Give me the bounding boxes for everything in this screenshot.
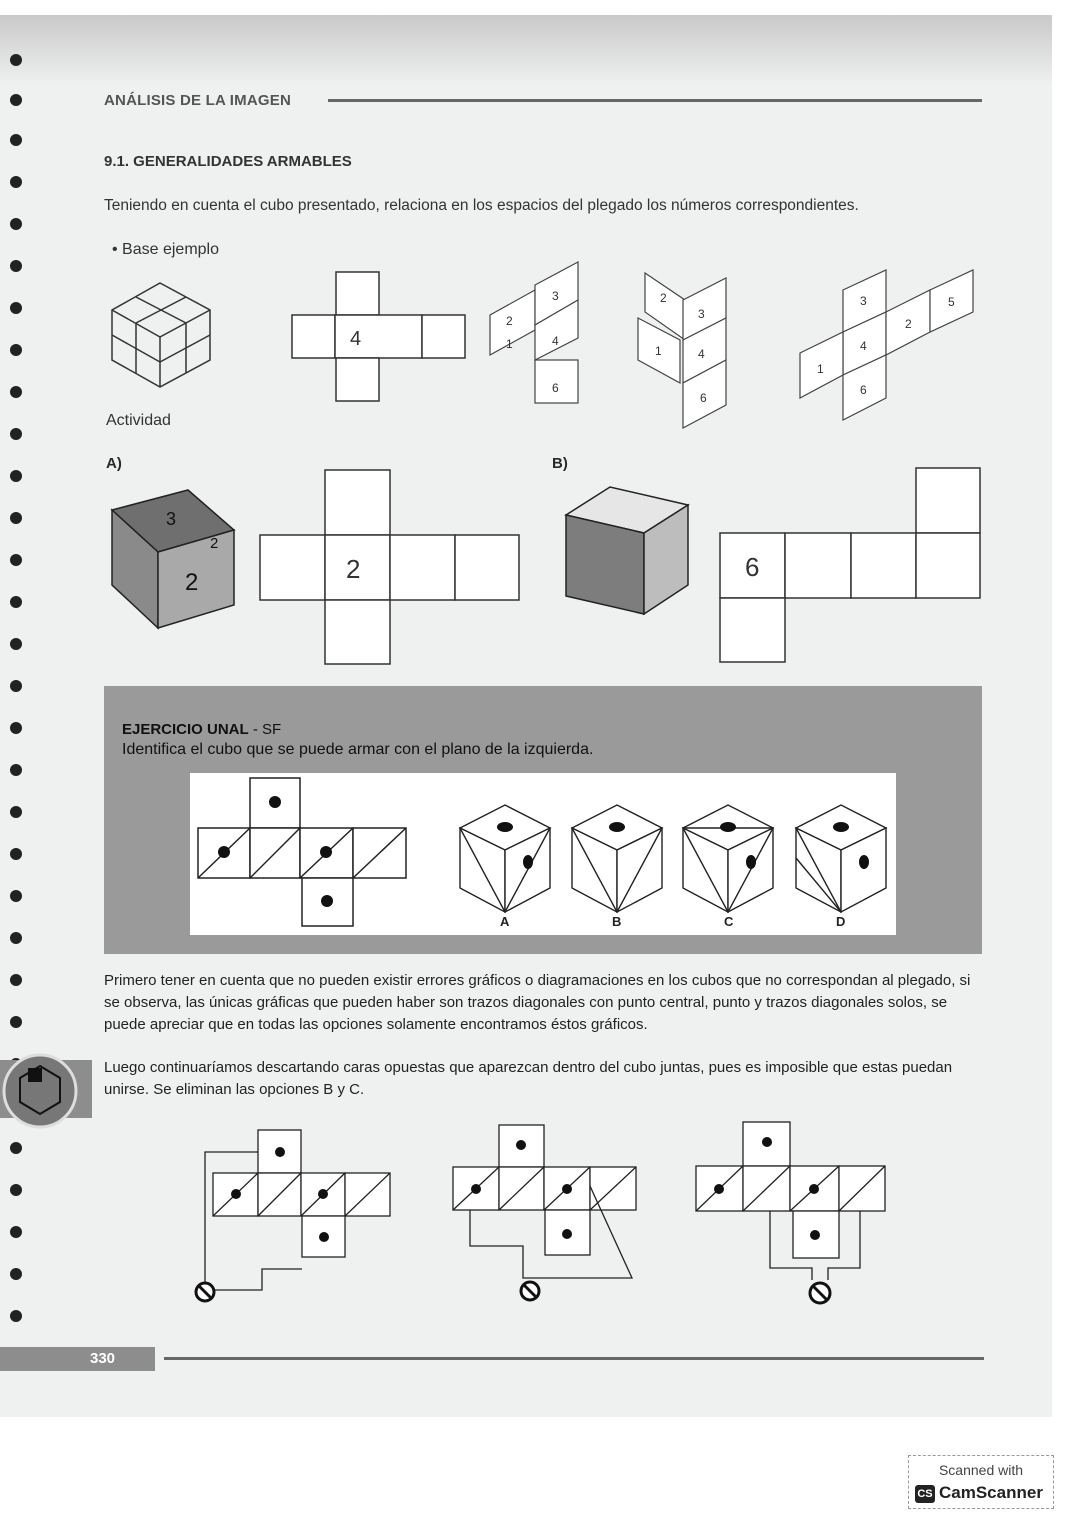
explanation-paragraph-2: Luego continuaríamos descartando caras opuestas que aparezcan dentro del cubo juntas, pues es imposible que estas puedan unirse. Se eliminan las opciones B y C. [104, 1059, 953, 1098]
activity-b-label: B) [552, 455, 568, 472]
watermark-brand: CamScanner [939, 1483, 1043, 1502]
explanation-paragraph-1: Primero tener en cuenta que no pueden existir errores gráficos o diagramaciones en los cubos que no correspondan al plegado, si se observa, las únicas gráficas que pueden haber son trazos diagonales con punto central, punto y trazos diagonales solos, se puede apreciar que en todas las opciones solamente encontramos éstos gráficos. [104, 972, 971, 1033]
activity-b-net-number: 6 [745, 552, 760, 582]
option-label-a: A [500, 914, 510, 929]
option-label-b: B [612, 914, 622, 929]
page-number-bar [0, 1347, 155, 1371]
step2-label-1: 1 [655, 344, 662, 358]
activity-a-label: A) [106, 455, 122, 472]
page-header-title: ANÁLISIS DE LA IMAGEN [104, 92, 291, 109]
watermark-line-1: Scanned with [938, 1462, 1024, 1478]
step3-label-5: 5 [948, 295, 955, 309]
step3-label-3: 3 [860, 294, 867, 308]
camscanner-logo-icon: CS [915, 1485, 935, 1503]
no-symbol-icon [521, 1282, 539, 1300]
step3-label-6: 6 [860, 383, 867, 397]
exercise-subtitle: Identifica el cubo que se puede armar con el plano de la izquierda. [122, 741, 594, 758]
base-net-number: 4 [350, 328, 362, 350]
step3-label-1: 1 [817, 362, 824, 376]
option-label-c: C [724, 914, 734, 929]
activity-a-net-number: 2 [346, 554, 361, 584]
step1-label-3: 3 [552, 289, 559, 303]
step2-label-3: 3 [698, 307, 705, 321]
no-symbol-icon [196, 1283, 214, 1301]
step1-label-1: 1 [506, 337, 513, 351]
connector-1b [214, 1269, 302, 1290]
step3-label-4: 4 [860, 339, 867, 353]
step3-label-2: 2 [905, 317, 912, 331]
no-symbol-icon [810, 1283, 830, 1303]
instructions-text: Teniendo en cuenta el cubo presentado, relaciona en los espacios del plegado los números correspondientes. [104, 197, 859, 214]
base-example-label: • Base ejemplo [112, 241, 219, 258]
cube-a-mark-2b: 2 [185, 569, 199, 596]
step1-label-4: 4 [552, 334, 559, 348]
step2-label-4: 4 [698, 347, 705, 361]
page-number: 330 [90, 1350, 116, 1367]
camscanner-watermark [908, 1455, 1054, 1509]
step1-label-2: 2 [506, 314, 513, 328]
section-title: 9.1. GENERALIDADES ARMABLES [104, 153, 352, 170]
exercise-title-bold: EJERCICIO UNAL [122, 721, 249, 738]
cube-a-mark-3: 3 [166, 509, 177, 529]
step1-label-6: 6 [552, 381, 559, 395]
step2-label-2: 2 [660, 291, 667, 305]
footer-rule [164, 1357, 984, 1360]
cube-a-mark-2: 2 [210, 535, 219, 552]
watermark-line-2 [915, 1483, 1043, 1503]
activity-label: Actividad [106, 412, 171, 429]
explanation-net-3 [696, 1122, 885, 1258]
step2-label-6: 6 [700, 391, 707, 405]
exercise-title-suffix: - SF [248, 721, 282, 738]
option-label-d: D [836, 914, 846, 929]
